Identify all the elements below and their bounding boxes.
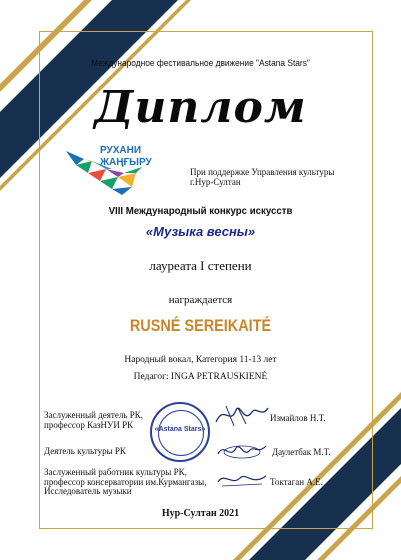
rukhani-zhangyru-logo — [62, 143, 190, 199]
stamp-text: «Astana Stars» — [154, 426, 206, 433]
teacher-text: Педагог: INGA PETRAUSKIENÉ — [133, 372, 268, 382]
signatory-2-role: Деятель культуры РК — [44, 446, 126, 456]
organizer-text: Международное фестивальное движение "Astana Stars" — [91, 58, 310, 69]
logo-line-1: РУХАНИ — [100, 145, 142, 156]
support-text — [190, 167, 350, 187]
diploma-title: Диплом — [94, 82, 307, 133]
astana-stars-stamp — [150, 402, 210, 462]
signatory-1-name: Измайлов Н.Т. — [270, 413, 326, 423]
signatory-1-role: Заслуженный деятель РК, профессор КазНУИ РК — [44, 410, 143, 430]
contest-name: «Музыка весны» — [145, 224, 256, 239]
contest-title: VIII Международный конкурс искусств — [108, 205, 293, 217]
awarded-text: награждается — [168, 294, 233, 306]
signature-1-icon — [212, 400, 272, 430]
signatory-3-role: Заслуженный работник культуры РК, профессор консерватории им.Курмангазы, Исследователь музыки — [44, 467, 207, 496]
signatory-2-name: Даулетбак М.Т. — [272, 447, 331, 457]
footer-place-year: Нур-Султан 2021 — [161, 508, 240, 519]
signature-3-icon — [214, 468, 270, 490]
category-text: Народный вокал, Категория 11-13 лет — [124, 355, 277, 365]
support-line-1: При поддержке Управления культуры — [190, 167, 335, 177]
laureate-degree: лауреата I степени — [149, 258, 252, 273]
support-line-2: г.Нур-Султан — [190, 177, 241, 187]
signatory-3-name: Токтаган А.Е. — [270, 477, 323, 487]
logo-line-2: ЖАҢҒЫРУ — [100, 157, 152, 168]
signature-2-icon — [214, 440, 270, 462]
winner-name: RUSNÉ SEREIKAITÉ — [129, 316, 272, 335]
